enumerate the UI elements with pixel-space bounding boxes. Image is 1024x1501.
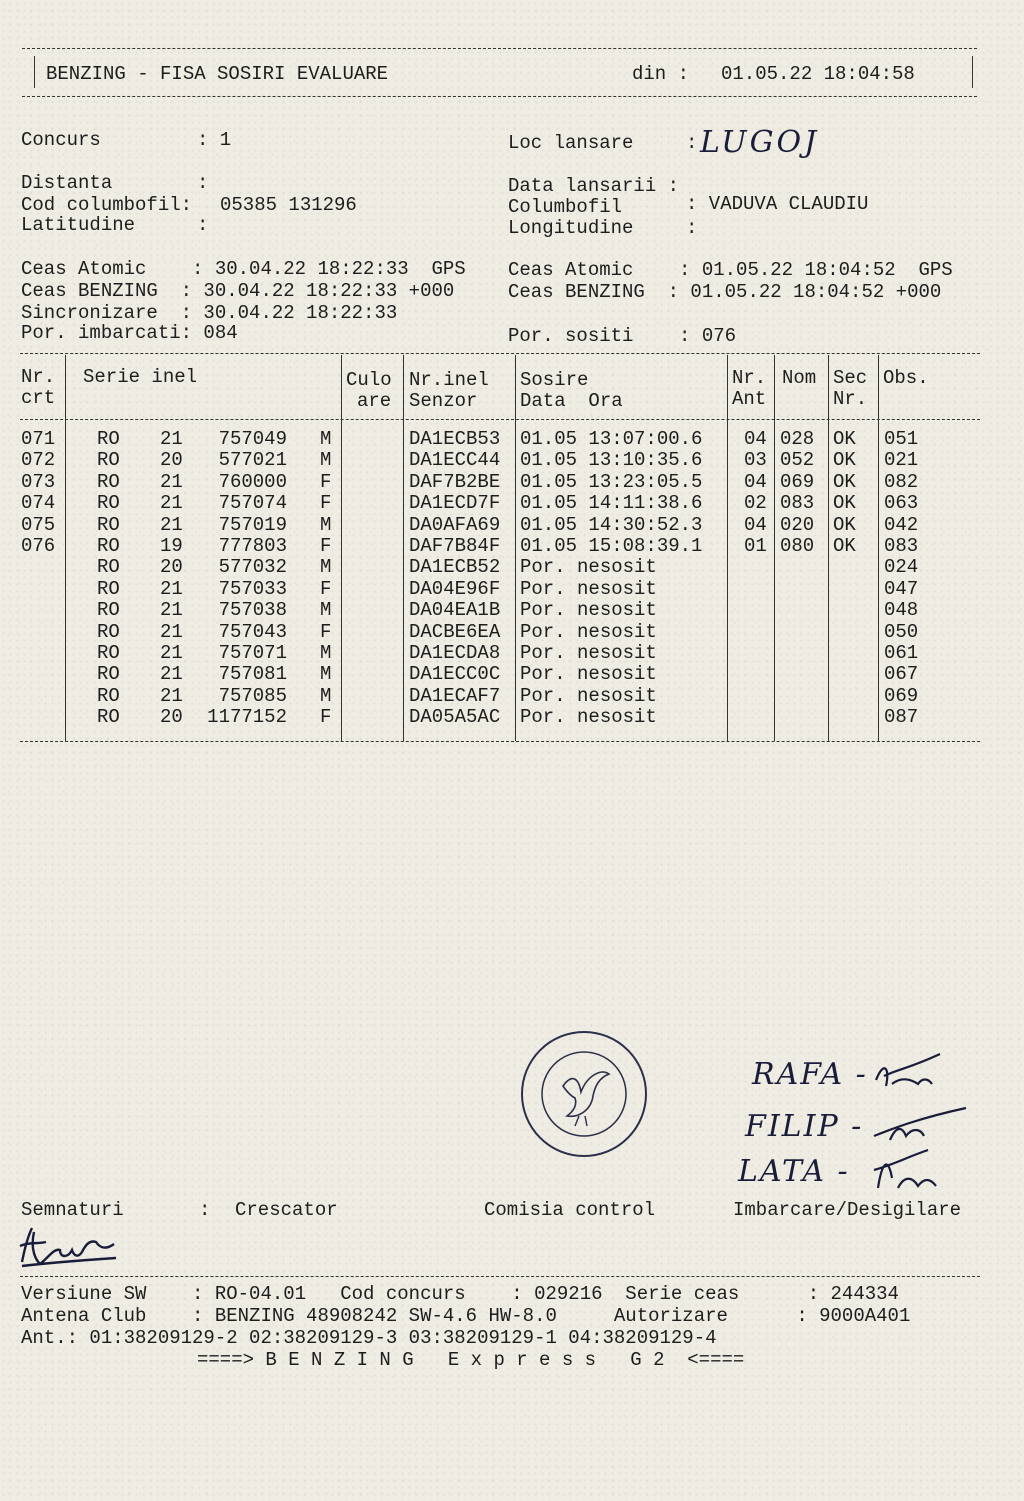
loc-lansare-handwritten: LUGOJ (700, 125, 820, 160)
ring-number-cell: 757071 (218, 642, 287, 664)
ring-number-cell: 757038 (218, 599, 287, 622)
year-cell: 21 (160, 599, 183, 622)
sex-cell: F (320, 577, 332, 600)
columbofil-label: Columbofil (508, 196, 623, 218)
arrival-cell: 01.05 14:11:38.6 (520, 492, 703, 515)
nominal-cell: 052 (780, 449, 815, 472)
arrival-cell: 01.05 13:10:35.6 (520, 449, 703, 472)
th-culoare: Culo (346, 369, 392, 391)
arrival-cell: Por. nesosit (520, 642, 657, 664)
ring-number-cell: 757085 (218, 684, 287, 707)
sex-cell: F (320, 492, 332, 515)
country-cell: RO (97, 428, 120, 450)
obs-cell: 024 (884, 556, 919, 579)
arrival-cell: Por. nesosit (520, 556, 657, 579)
year-cell: 20 (160, 706, 183, 729)
longitudine-label: Longitudine (508, 217, 634, 239)
sex-cell: F (320, 535, 332, 557)
antenna-cell: 04 (744, 470, 767, 493)
sensor-id-cell: DA1ECB52 (409, 556, 501, 579)
footer-antena-line: Antena Club : BENZING 48908242 SW-4.6 HW-8.0 Autorizare : 9000A401 (21, 1305, 911, 1327)
nr-crt-cell: 076 (21, 535, 56, 557)
nr-crt-cell: 073 (21, 470, 56, 493)
arrival-cell: Por. nesosit (520, 599, 657, 622)
arrival-cell: Por. nesosit (520, 663, 657, 686)
security-cell: OK (833, 492, 856, 515)
obs-cell: 021 (884, 449, 919, 472)
th-nr-crt: Nr. (21, 366, 56, 388)
handwritten-lata: LATA - (738, 1154, 850, 1189)
security-cell: OK (833, 470, 856, 493)
footer-product-banner: ====> B E N Z I N G E x p r e s s G 2 <==== (197, 1349, 745, 1371)
sex-cell: M (320, 513, 332, 536)
year-cell: 21 (160, 663, 183, 686)
th-nr-ant-2: Ant (732, 388, 767, 410)
country-cell: RO (97, 663, 120, 686)
obs-cell: 047 (884, 577, 919, 600)
col-divider (403, 355, 404, 741)
col-divider (65, 355, 66, 741)
handwritten-filip: FILIP - (745, 1109, 864, 1144)
sex-cell: M (320, 556, 332, 579)
country-cell: RO (97, 492, 120, 515)
ring-number-cell: 757033 (218, 577, 287, 600)
antenna-cell: 02 (744, 492, 767, 515)
sensor-id-cell: DAF7B2BE (409, 470, 501, 493)
ring-number-cell: 577032 (218, 556, 287, 579)
sensor-id-cell: DACBE6EA (409, 620, 501, 643)
longitudine-value: : (686, 217, 698, 239)
footer-antenna-serials: Ant.: 01:38209129-2 02:38209129-3 03:38209129-1 04:38209129-4 (21, 1327, 717, 1349)
security-cell: OK (833, 449, 856, 472)
obs-cell: 067 (884, 663, 919, 686)
ring-number-cell: 1177152 (207, 706, 287, 729)
porumbei-sositi: Por. sositi : 076 (508, 325, 737, 347)
year-cell: 20 (160, 556, 183, 579)
nominal-cell: 028 (780, 428, 815, 450)
report-date-label: din : (632, 63, 690, 85)
th-nr-crt-2: crt (21, 387, 56, 409)
ring-number-cell: 760000 (218, 470, 287, 493)
th-sec-nr: Sec (833, 367, 868, 389)
antenna-cell: 01 (744, 535, 767, 557)
sensor-id-cell: DA04E96F (409, 577, 501, 600)
crescator-label: Crescator (235, 1199, 338, 1221)
ring-number-cell: 577021 (218, 449, 287, 472)
arrival-cell: 01.05 14:30:52.3 (520, 513, 703, 536)
year-cell: 21 (160, 428, 183, 450)
sex-cell: M (320, 449, 332, 472)
col-divider (341, 355, 342, 741)
header-left-border (34, 56, 35, 88)
obs-cell: 082 (884, 470, 919, 493)
ceas-atomic-launch: Ceas Atomic : 30.04.22 18:22:33 GPS (21, 258, 466, 280)
semnaturi-colon: : (199, 1199, 211, 1221)
concurs-label: Concurs (21, 129, 101, 151)
th-obs: Obs. (883, 367, 929, 389)
year-cell: 19 (160, 535, 183, 557)
obs-cell: 042 (884, 513, 919, 536)
table-header-rule (20, 419, 980, 420)
latitudine-value: : (197, 214, 209, 236)
country-cell: RO (97, 642, 120, 664)
sensor-id-cell: DA1ECDA8 (409, 642, 501, 664)
obs-cell: 069 (884, 684, 919, 707)
security-cell: OK (833, 535, 856, 557)
cod-columbofil-label: Cod columbofil: (21, 194, 193, 216)
obs-cell: 083 (884, 535, 919, 557)
nr-crt-cell: 072 (21, 449, 56, 472)
th-serie-inel: Serie inel (83, 366, 198, 388)
nominal-cell: 083 (780, 492, 815, 515)
ring-number-cell: 757043 (218, 620, 287, 643)
security-cell: OK (833, 513, 856, 536)
stamp-seal-icon (517, 1024, 652, 1164)
country-cell: RO (97, 556, 120, 579)
sensor-id-cell: DA04EA1B (409, 599, 501, 622)
year-cell: 21 (160, 470, 183, 493)
country-cell: RO (97, 706, 120, 729)
imbarcare-desigilare-label: Imbarcare/Desigilare (733, 1199, 962, 1221)
nominal-cell: 020 (780, 513, 815, 536)
country-cell: RO (97, 620, 120, 643)
th-nr-inel-senzor: Nr.inel (409, 369, 489, 391)
ring-number-cell: 777803 (218, 535, 287, 557)
arrival-cell: 01.05 13:23:05.5 (520, 470, 703, 493)
sex-cell: M (320, 684, 332, 707)
arrival-cell: Por. nesosit (520, 620, 657, 643)
loc-lansare-label: Loc lansare (508, 132, 634, 154)
sensor-id-cell: DA1ECC44 (409, 449, 501, 472)
report-title: BENZING - FISA SOSIRI EVALUARE (46, 63, 389, 85)
country-cell: RO (97, 535, 120, 557)
association-stamp (517, 1024, 652, 1164)
sensor-id-cell: DA0AFA69 (409, 513, 501, 536)
columbofil-value: : VADUVA CLAUDIU (686, 193, 869, 215)
country-cell: RO (97, 577, 120, 600)
security-cell: OK (833, 428, 856, 450)
ring-number-cell: 757019 (218, 513, 287, 536)
country-cell: RO (97, 684, 120, 707)
th-nr-inel-senzor-2: Senzor (409, 390, 478, 412)
col-divider (774, 355, 775, 741)
country-cell: RO (97, 599, 120, 622)
obs-cell: 051 (884, 428, 919, 450)
arrival-cell: Por. nesosit (520, 706, 657, 729)
year-cell: 21 (160, 684, 183, 707)
concurs-value: : 1 (197, 129, 232, 151)
ceas-benzing-launch: Ceas BENZING : 30.04.22 18:22:33 +000 (21, 280, 455, 302)
col-divider (828, 355, 829, 741)
distanta-value: : (197, 172, 209, 194)
sincronizare: Sincronizare : 30.04.22 18:22:33 (21, 302, 398, 324)
handwritten-initials (870, 1040, 980, 1200)
arrival-cell: Por. nesosit (520, 577, 657, 600)
sensor-id-cell: DA1ECD7F (409, 492, 501, 515)
nominal-cell: 080 (780, 535, 815, 557)
th-nr-ant: Nr. (732, 367, 767, 389)
year-cell: 21 (160, 620, 183, 643)
header-right-border (972, 56, 973, 88)
obs-cell: 061 (884, 642, 919, 664)
obs-cell: 048 (884, 599, 919, 622)
sex-cell: F (320, 620, 332, 643)
year-cell: 21 (160, 513, 183, 536)
comisia-control-label: Comisia control (484, 1199, 656, 1221)
year-cell: 20 (160, 449, 183, 472)
sex-cell: M (320, 428, 332, 450)
handwritten-rafa: RAFA - (752, 1057, 868, 1092)
col-divider (727, 355, 728, 741)
country-cell: RO (97, 449, 120, 472)
ring-number-cell: 757081 (218, 663, 287, 686)
data-lansarii-label: Data lansarii : (508, 175, 680, 197)
ring-number-cell: 757049 (218, 428, 287, 450)
year-cell: 21 (160, 492, 183, 515)
sex-cell: M (320, 599, 332, 622)
sex-cell: F (320, 470, 332, 493)
footer-versiune-line: Versiune SW : RO-04.01 Cod concurs : 029216 Serie ceas : 244334 (21, 1283, 899, 1305)
cod-columbofil-value: 05385 131296 (220, 194, 357, 216)
th-sosire: Sosire (520, 369, 589, 391)
crescator-signature (16, 1222, 126, 1272)
sensor-id-cell: DA1ECAF7 (409, 684, 501, 707)
table-top-rule (20, 353, 980, 354)
sex-cell: M (320, 663, 332, 686)
distanta-label: Distanta (21, 172, 113, 194)
year-cell: 21 (160, 642, 183, 664)
th-culoare-2: are (357, 390, 392, 412)
col-divider (515, 355, 516, 741)
antenna-cell: 04 (744, 513, 767, 536)
semnaturi-label: Semnaturi (21, 1199, 124, 1221)
ceas-benzing-arrival: Ceas BENZING : 01.05.22 18:04:52 +000 (508, 281, 942, 303)
footer-top-rule (20, 1276, 980, 1277)
porumbei-imbarcati: Por. imbarcati: 084 (21, 322, 238, 344)
ceas-atomic-arrival: Ceas Atomic : 01.05.22 18:04:52 GPS (508, 259, 953, 281)
year-cell: 21 (160, 577, 183, 600)
antenna-cell: 03 (744, 449, 767, 472)
arrival-cell: 01.05 13:07:00.6 (520, 428, 703, 450)
header-bottom-rule (22, 96, 977, 97)
sensor-id-cell: DA1ECB53 (409, 428, 501, 450)
arrival-cell: 01.05 15:08:39.1 (520, 535, 703, 557)
sex-cell: M (320, 642, 332, 664)
table-bottom-rule (20, 741, 980, 742)
nr-crt-cell: 075 (21, 513, 56, 536)
nominal-cell: 069 (780, 470, 815, 493)
header-top-rule (22, 48, 977, 49)
arrival-cell: Por. nesosit (520, 684, 657, 707)
latitudine-label: Latitudine (21, 214, 136, 236)
loc-lansare-colon: : (686, 132, 698, 154)
country-cell: RO (97, 470, 120, 493)
obs-cell: 087 (884, 706, 919, 729)
sensor-id-cell: DA1ECC0C (409, 663, 501, 686)
nr-crt-cell: 071 (21, 428, 56, 450)
th-sec-nr-2: Nr. (833, 388, 868, 410)
nr-crt-cell: 074 (21, 492, 56, 515)
report-date-value: 01.05.22 18:04:58 (721, 63, 915, 85)
obs-cell: 050 (884, 620, 919, 643)
country-cell: RO (97, 513, 120, 536)
sensor-id-cell: DAF7B84F (409, 535, 501, 557)
sex-cell: F (320, 706, 332, 729)
antenna-cell: 04 (744, 428, 767, 450)
th-sosire-2: Data Ora (520, 390, 623, 412)
ring-number-cell: 757074 (218, 492, 287, 515)
col-divider (878, 355, 879, 741)
obs-cell: 063 (884, 492, 919, 515)
th-nom: Nom (782, 367, 817, 389)
sensor-id-cell: DA05A5AC (409, 706, 501, 729)
